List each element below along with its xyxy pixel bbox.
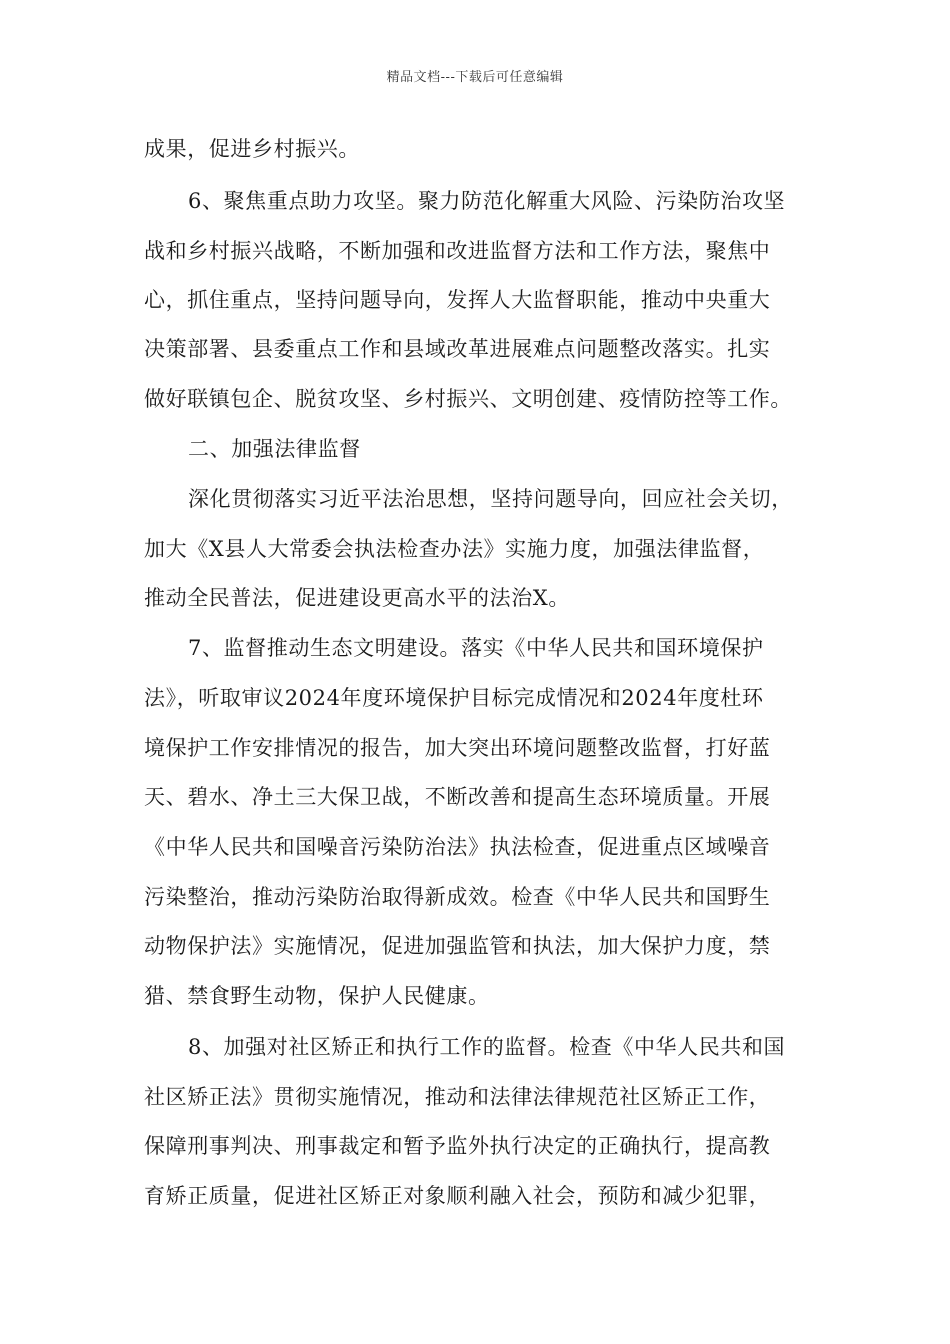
text-line: 成果，促进乡村振兴。 [144, 137, 360, 161]
text-line: 推动全民普法，促进建设更高水平的法治X。 [144, 586, 570, 610]
text-line: 境保护工作安排情况的报告，加大突出环境问题整改监督，打好蓝 [144, 736, 771, 760]
text-line: 心，抓住重点，坚持问题导向，发挥人大监督职能，推动中央重大 [144, 288, 771, 312]
text-line: 污染整治，推动污染防治取得新成效。检查《中华人民共和国野生 [144, 885, 771, 909]
text-line: 加大《X县人大常委会执法检查办法》实施力度，加强法律监督， [144, 537, 765, 561]
text-line: 动物保护法》实施情况，促进加强监管和执法，加大保护力度，禁 [144, 934, 771, 958]
text-line: 决策部署、县委重点工作和县域改革进展难点问题整改落实。扎实 [144, 337, 771, 361]
text-line: 战和乡村振兴战略，不断加强和改进监督方法和工作方法，聚焦中 [144, 239, 771, 263]
text-line: 深化贯彻落实习近平法治思想，坚持问题导向，回应社会关切， [188, 487, 793, 511]
text-line: 法》，听取审议2024年度环境保护目标完成情况和2024年度杜环 [144, 686, 764, 710]
text-line: 猎、禁食野生动物，保护人民健康。 [144, 984, 490, 1008]
text-line: 《中华人民共和国噪音污染防治法》执法检查，促进重点区域噪音 [144, 835, 771, 859]
text-line: 天、碧水、净土三大保卫战，不断改善和提高生态环境质量。开展 [144, 785, 771, 809]
text-line: 8、加强对社区矫正和执行工作的监督。检查《中华人民共和国 [188, 1035, 786, 1059]
text-line: 育矫正质量，促进社区矫正对象顺利融入社会，预防和减少犯罪， [144, 1184, 771, 1208]
text-line: 保障刑事判决、刑事裁定和暂予监外执行决定的正确执行，提高教 [144, 1134, 771, 1158]
page-header: 精品文档---下载后可任意编辑 [386, 70, 564, 85]
text-line: 7、监督推动生态文明建设。落实《中华人民共和国环境保护 [188, 636, 764, 660]
text-line: 社区矫正法》贯彻实施情况，推动和法律法律规范社区矫正工作， [144, 1085, 771, 1109]
section-heading: 二、加强法律监督 [188, 437, 361, 461]
text-line: 做好联镇包企、脱贫攻坚、乡村振兴、文明创建、疫情防控等工作。 [144, 387, 792, 411]
text-line: 6、聚焦重点助力攻坚。聚力防范化解重大风险、污染防治攻坚 [188, 189, 786, 213]
